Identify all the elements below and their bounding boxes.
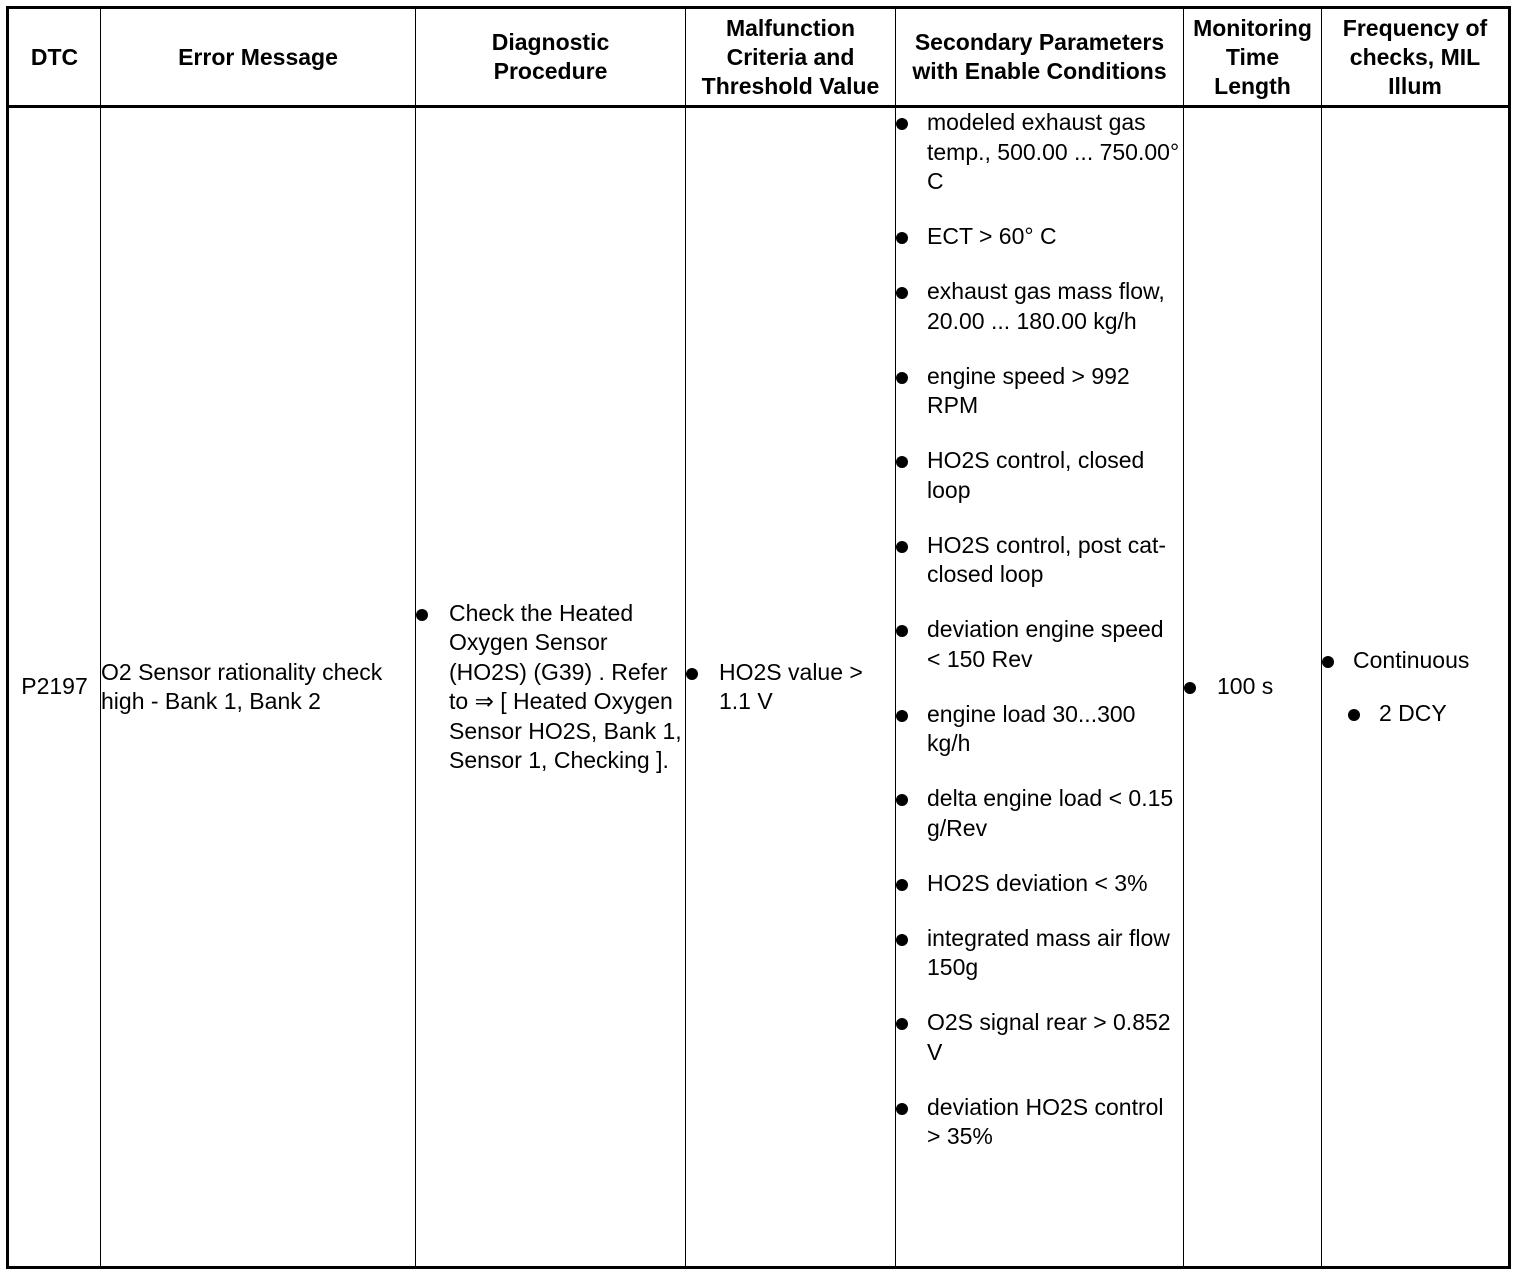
parameter-text: engine speed > 992 RPM: [927, 362, 1130, 418]
bullet-icon: [896, 934, 908, 946]
parameter-text: ECT > 60° C: [927, 223, 1057, 249]
list-item: [896, 1008, 1183, 1067]
bullet-icon: [896, 372, 908, 384]
list-item: [896, 700, 1183, 759]
malfunction-criteria: [686, 107, 896, 1268]
parameter-text: modeled exhaust gas temp., 500.00 ... 750.00° C: [927, 109, 1180, 194]
frequency-text: 2 DCY: [1379, 700, 1447, 726]
procedure-list: [416, 599, 685, 776]
bullet-icon: [896, 625, 908, 637]
parameter-text: HO2S deviation < 3%: [927, 869, 1148, 896]
list-item: [896, 924, 1183, 983]
monitoring-text: 100 s: [1217, 673, 1274, 700]
header-row: [8, 8, 1510, 107]
parameter-text: deviation HO2S control > 35%: [927, 1093, 1164, 1149]
bullet-icon: [896, 541, 908, 553]
bullet-icon: [1322, 656, 1334, 668]
bullet-icon: [896, 879, 908, 891]
list-item: [1322, 646, 1508, 676]
bullet-icon: [896, 1103, 908, 1115]
frequency-text: Continuous: [1353, 646, 1470, 673]
dtc-table: [6, 6, 1511, 1269]
header-secondary-parameters: Secondary Parameters with Enable Conditions: [896, 8, 1184, 107]
bullet-icon: [896, 794, 908, 806]
header-monitoring-time: Monitoring Time Length: [1184, 8, 1322, 107]
list-item: [896, 362, 1183, 421]
dtc-code: P2197: [8, 107, 101, 1268]
parameter-text: HO2S control, closed loop: [927, 447, 1145, 503]
list-item: [896, 277, 1183, 336]
diagnostic-procedure: [416, 107, 686, 1268]
criteria-list: [686, 658, 895, 717]
list-item: [896, 108, 1183, 197]
bullet-icon: [896, 232, 908, 244]
header-malfunction-criteria: Malfunction Criteria and Threshold Value: [686, 8, 896, 107]
frequency: [1322, 107, 1510, 1268]
monitoring-list: [1184, 672, 1321, 702]
secondary-parameters: [896, 107, 1184, 1268]
list-item: [896, 531, 1183, 590]
bullet-icon: [1184, 682, 1196, 694]
parameter-text: engine load 30...300 kg/h: [927, 700, 1136, 756]
bullet-icon: [1348, 709, 1360, 721]
list-item: [1348, 699, 1508, 729]
list-item: [896, 222, 1183, 252]
bullet-icon: [896, 1018, 908, 1030]
list-item: [1184, 672, 1321, 702]
bullet-icon: [896, 456, 908, 468]
parameter-text: exhaust gas mass flow, 20.00 ... 180.00 kg/h: [927, 278, 1165, 334]
secondary-parameters-list: [896, 108, 1183, 1152]
parameter-text: delta engine load < 0.15 g/Rev: [927, 785, 1174, 841]
list-item: [416, 599, 685, 776]
header-frequency: Frequency of checks, MIL Illum: [1322, 8, 1510, 107]
parameter-text: deviation engine speed < 150 Rev: [927, 616, 1164, 672]
header-dtc: DTC: [8, 8, 101, 107]
parameter-text: integrated mass air flow 150g: [927, 924, 1170, 980]
list-item: [896, 615, 1183, 674]
list-item: [896, 869, 1183, 899]
procedure-text: Check the Heated Oxygen Sensor (HO2S) (G39) . Refer to ⇒ [ Heated Oxygen Sensor HO2S, Bank 1, Sensor 1, Checking ].: [449, 599, 682, 773]
bullet-icon: [896, 287, 908, 299]
criteria-text: HO2S value > 1.1 V: [719, 658, 863, 714]
parameter-text: O2S signal rear > 0.852 V: [927, 1009, 1171, 1065]
frequency-list: [1322, 646, 1508, 729]
header-error-message: Error Message: [101, 8, 416, 107]
list-item: [896, 784, 1183, 843]
error-message: O2 Sensor rationality check high - Bank 1, Bank 2: [101, 107, 416, 1268]
bullet-icon: [896, 118, 908, 130]
bullet-icon: [416, 609, 428, 621]
list-item: [686, 658, 895, 717]
table-row: [8, 107, 1510, 1268]
bullet-icon: [896, 710, 908, 722]
monitoring-time: [1184, 107, 1322, 1268]
header-diagnostic-procedure: Diagnostic Procedure: [416, 8, 686, 107]
list-item: [896, 446, 1183, 505]
parameter-text: HO2S control, post cat-closed loop: [927, 531, 1167, 587]
bullet-icon: [686, 668, 698, 680]
list-item: [896, 1093, 1183, 1152]
